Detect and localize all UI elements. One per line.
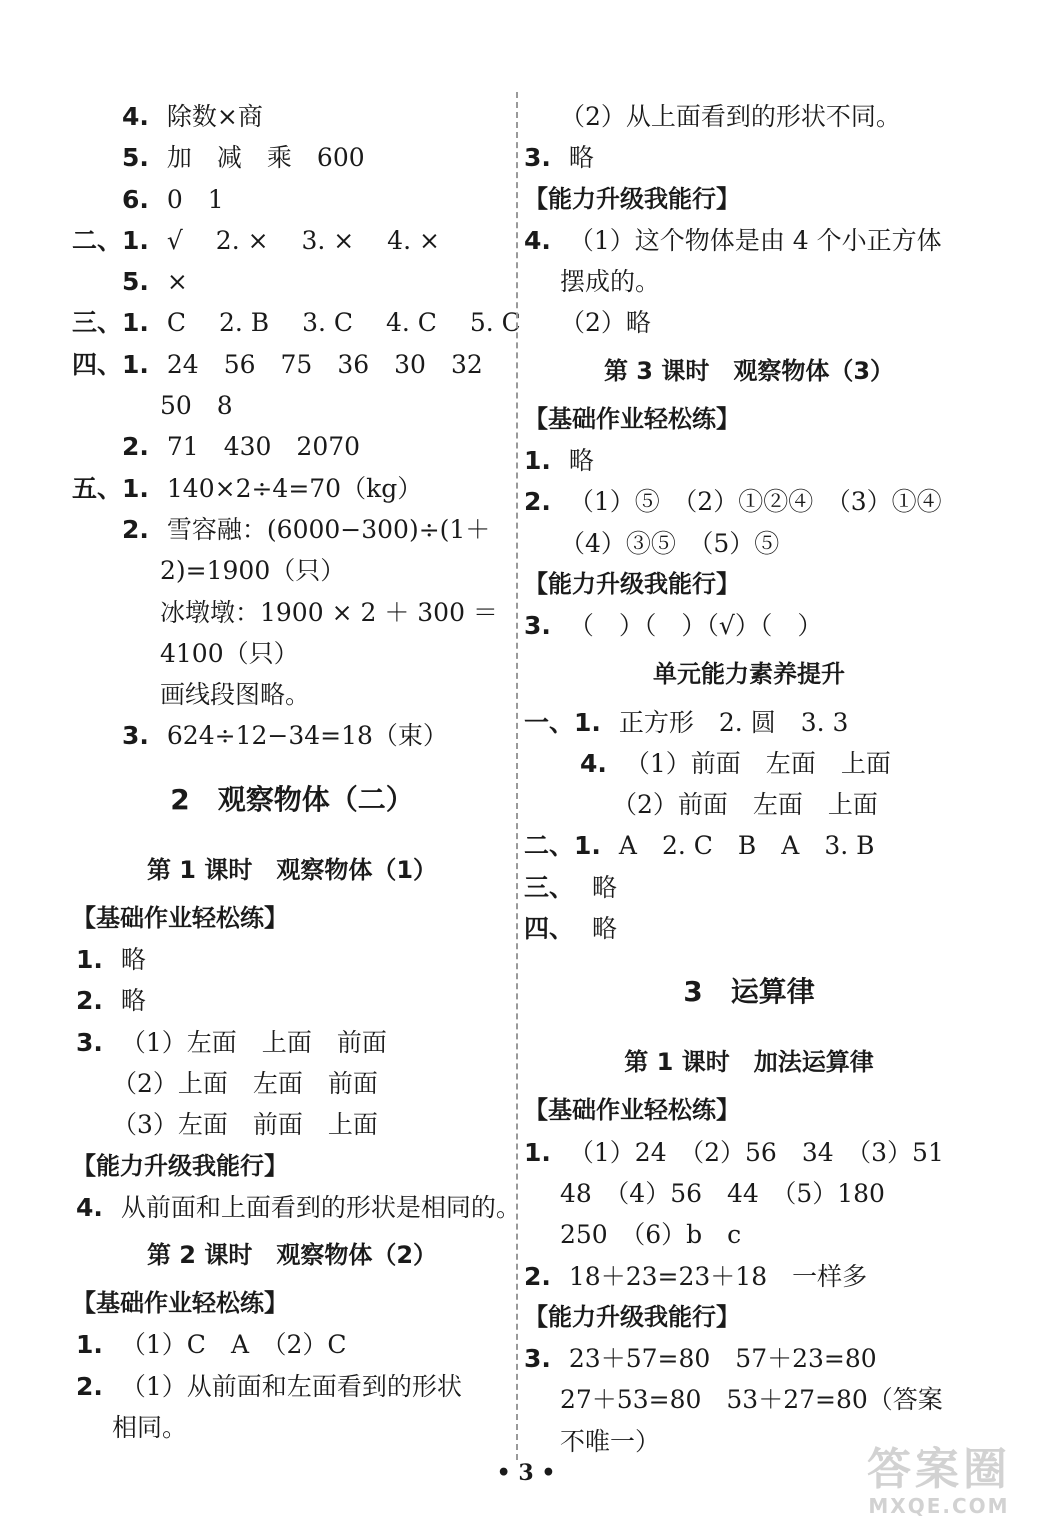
answer-line [72, 1104, 512, 1145]
answer-line [524, 1173, 974, 1214]
item-number: 3. [524, 1344, 551, 1374]
answer-text: （2）略 [560, 308, 651, 338]
answer-text: 50 8 [160, 391, 233, 421]
answer-line [72, 1063, 512, 1104]
answer-line [524, 440, 974, 481]
answer-line [72, 220, 512, 261]
item-number: 1. [524, 446, 551, 476]
answer-line [72, 385, 512, 426]
item-number: 1. [524, 1137, 551, 1167]
answer-text: 画线段图略。 [160, 680, 311, 710]
answer-line [72, 468, 512, 509]
item-number: 2. [122, 514, 149, 544]
page-number: • 3 • [496, 1460, 556, 1486]
answer-line [72, 344, 512, 385]
answer-text: 624÷12−34=18（束） [166, 721, 448, 751]
answer-text: （1）从前面和左面看到的形状 [120, 1371, 462, 1401]
item-number: 3. [76, 1027, 103, 1057]
answer-line [524, 137, 974, 178]
section-label: 【能力升级我能行】 [524, 184, 740, 213]
answer-line [72, 96, 512, 137]
answer-text: 除数×商 [166, 102, 263, 131]
answer-text: 从前面和上面看到的形状是相同的。 [120, 1192, 521, 1222]
item-number: 2. [524, 487, 551, 517]
answer-text: √ 2. × 3. × 4. × [166, 225, 440, 255]
answer-line [72, 179, 512, 220]
answer-text: （1）⑤ （2）①②④ （3）①④ [568, 487, 942, 517]
item-number: 2. [122, 432, 149, 462]
answer-line [524, 1132, 974, 1173]
answer-text: （ ）（ ）（√）（ ） [568, 611, 823, 641]
answer-text: 0 1 [166, 184, 224, 214]
answer-text: 相同。 [112, 1413, 188, 1443]
section-label: 【基础作业轻松练】 [72, 1289, 288, 1318]
answer-text: 加 减 乘 600 [166, 143, 365, 173]
answer-line [524, 702, 974, 743]
answer-text: 23＋57=80 57＋23=80 [568, 1344, 877, 1374]
lesson-heading: 第 1 课时 加法运算律 [624, 1048, 874, 1077]
answer-text: （4）③⑤ （5）⑤ [560, 528, 780, 558]
answer-line [524, 867, 974, 908]
answer-text: 250 （6）b c [560, 1220, 742, 1250]
answer-line [72, 550, 512, 591]
answer-text: 2)=1900（只） [160, 556, 346, 586]
answer-text: （1）这个物体是由 4 个小正方体 [568, 225, 942, 255]
answer-text: （1）左面 上面 前面 [120, 1027, 387, 1057]
item-number: 1. [76, 945, 103, 975]
item-number: 3. [524, 143, 551, 173]
item-number: 6. [122, 184, 149, 214]
answer-text: （3）左面 前面 上面 [112, 1110, 378, 1140]
answer-text: （1）前面 左面 上面 [624, 748, 891, 778]
chapter-title: 2 观察物体（二） [170, 782, 414, 816]
item-number: 四、1. [72, 349, 149, 379]
answer-line [72, 674, 512, 715]
answer-line [72, 592, 512, 633]
lesson-heading: 第 2 课时 观察物体（2） [146, 1241, 438, 1270]
answer-line [72, 509, 512, 550]
item-number: 4. [524, 225, 551, 255]
answer-line [524, 908, 974, 949]
item-number: 5. [122, 267, 149, 297]
right-column [524, 96, 974, 1462]
answer-text: （1）24 （2）56 34 （3）51 [568, 1137, 944, 1167]
answer-line [524, 523, 974, 564]
left-column [72, 96, 521, 1448]
answer-line [72, 1324, 512, 1365]
item-number: 一、1. [524, 707, 601, 737]
section-label: 【能力升级我能行】 [524, 1302, 740, 1331]
answer-text: 48 （4）56 44 （5）180 [560, 1178, 885, 1208]
lesson-heading: 第 1 课时 观察物体（1） [146, 855, 438, 884]
answer-text: 略 [592, 872, 618, 902]
answer-line [72, 633, 512, 674]
item-number: 2. [524, 1261, 551, 1291]
item-number: 3. [122, 721, 149, 751]
item-number: 4. [122, 102, 149, 131]
watermark-text: 答案圈 [867, 1444, 1011, 1495]
answer-text: 略 [568, 143, 594, 173]
answer-line [524, 481, 974, 522]
answer-line [72, 1022, 512, 1063]
watermark-logo [844, 1446, 1034, 1522]
section-label: 【基础作业轻松练】 [524, 404, 740, 433]
answer-text: 略 [568, 446, 594, 476]
answer-line [524, 605, 974, 646]
section-label: 【能力升级我能行】 [72, 1151, 288, 1180]
answer-line [524, 825, 974, 866]
answer-text: 27＋53=80 53＋27=80（答案 [560, 1385, 943, 1415]
lesson-heading: 第 3 课时 观察物体（3） [603, 356, 895, 385]
answer-text: × [166, 267, 188, 297]
item-number: 三、1. [72, 308, 149, 338]
answer-line [524, 784, 974, 825]
answer-text: 略 [120, 945, 146, 975]
answer-line [72, 1187, 521, 1228]
answer-line [72, 1366, 512, 1407]
answer-line [72, 980, 512, 1021]
answer-text: 140×2÷4=70（kg） [166, 473, 423, 503]
item-number: 3. [524, 611, 551, 641]
answer-text: A 2. C B A 3. B [618, 831, 875, 861]
item-number: 三、 [524, 872, 575, 902]
item-number: 4. [580, 748, 607, 778]
chapter-title: 3 运算律 [683, 975, 815, 1009]
answer-line [524, 220, 974, 261]
watermark-url: MXQE.COM [868, 1494, 1010, 1518]
answer-line [72, 1407, 512, 1448]
answer-line [524, 1214, 974, 1255]
item-number: 二、1. [72, 225, 149, 255]
answer-text: C 2. B 3. C 4. C 5. C [166, 308, 521, 338]
column-divider [516, 92, 518, 1460]
answer-line [524, 743, 974, 784]
answer-line [72, 137, 512, 178]
answer-text: 24 56 75 36 30 32 [166, 349, 483, 379]
section-label: 【能力升级我能行】 [524, 569, 740, 598]
answer-line [524, 302, 974, 343]
item-number: 五、1. [72, 473, 149, 503]
answer-text: 不唯一） [560, 1426, 661, 1456]
item-number: 5. [122, 143, 149, 173]
answer-line [524, 1338, 974, 1379]
item-number: 2. [76, 1371, 103, 1401]
answer-line [524, 1379, 974, 1420]
answer-line [524, 96, 974, 137]
answer-text: （2）前面 左面 上面 [612, 790, 878, 820]
answer-text: 18＋23=23＋18 一样多 [568, 1261, 868, 1291]
answer-line [72, 261, 512, 302]
answer-text: （2）从上面看到的形状不同。 [560, 102, 901, 131]
answer-line [524, 1256, 974, 1297]
answer-text: 略 [120, 986, 146, 1016]
item-number: 1. [76, 1330, 103, 1360]
item-number: 4. [76, 1192, 103, 1222]
answer-line [72, 939, 512, 980]
item-number: 二、1. [524, 831, 601, 861]
answer-text: 4100（只） [160, 638, 299, 668]
answer-text: （1）C A （2）C [120, 1330, 347, 1360]
answer-text: 雪容融：(6000−300)÷(1＋ [166, 514, 491, 544]
item-number: 四、 [524, 914, 575, 944]
answer-text: （2）上面 左面 前面 [112, 1068, 378, 1098]
answer-text: 71 430 2070 [166, 432, 361, 462]
answer-text: 正方形 2. 圆 3. 3 [618, 707, 849, 737]
answer-text: 摆成的。 [560, 267, 661, 297]
answer-text: 略 [592, 914, 618, 944]
item-number: 2. [76, 986, 103, 1016]
answer-line [72, 715, 512, 756]
lesson-heading: 单元能力素养提升 [653, 659, 845, 688]
answer-line [524, 261, 974, 302]
section-label: 【基础作业轻松练】 [72, 903, 288, 932]
section-label: 【基础作业轻松练】 [524, 1096, 740, 1125]
answer-line [72, 302, 521, 343]
answer-text: 冰墩墩：1900 × 2 ＋ 300 ＝ [160, 597, 498, 627]
answer-line [72, 426, 512, 467]
